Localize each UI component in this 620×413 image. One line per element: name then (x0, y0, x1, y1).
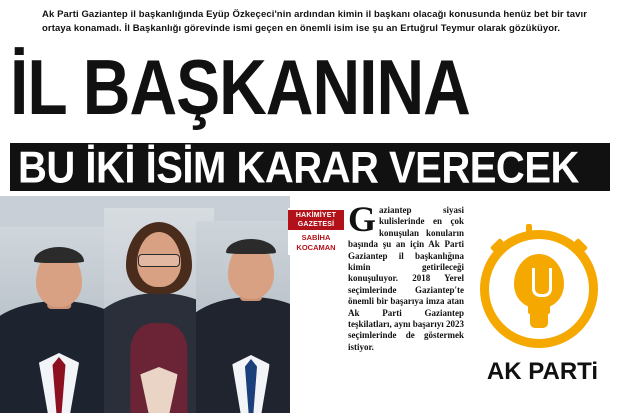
headline-line-2: BU İKİ İSİM KARAR VERECEK (18, 143, 579, 193)
person-photo-left (0, 227, 118, 413)
logo-label (470, 358, 615, 386)
author-last-name: KOCAMAN (296, 242, 336, 252)
headline-bar (10, 143, 610, 191)
logo-ray-top (526, 224, 532, 238)
lightbulb-filament (532, 268, 552, 297)
summary-paragraph: Ak Parti Gaziantep il başkanlığında Eyüp Özkeçeci'nin ardından kimin il başkanı olacağı konusunda henüz bet bir tavır ortaya konamadı. İl Başkanlığı görevinde ismi geçen en önemli isim ise şu an Ertuğrul Teymur olarak gözüküyor. (42, 9, 588, 34)
byline-box (288, 208, 344, 255)
author-name (288, 233, 344, 252)
article-text: aziantep siyasi kulislerinde en çok konuşulan konuların başında şu an için Ak Parti Gaziantep il başkanlığına kimin getirileceği konuşuluyor. 2018 Yerel seçimlerinde Gaziantep'te önemli bir başarıya imza atan Ak Parti Gaziantep teşkilatları, aynı başarıyı 2023 seçimlerinde de göstermek istiyor. (348, 205, 465, 352)
author-first-name: SABİHA (301, 233, 331, 242)
headline-line-1: İL BAŞKANINA (10, 43, 470, 131)
person-photo-right (196, 221, 290, 413)
paper-name-line-1: HAKİMİYET (295, 212, 337, 219)
logo-label-parti: PARTi (528, 358, 599, 385)
article-dropcap: G (348, 199, 377, 239)
glasses-icon (138, 254, 180, 267)
paper-name (288, 210, 344, 230)
article-body (348, 199, 465, 353)
lightbulb-base (530, 312, 548, 328)
paper-name-line-2: GAZETESİ (297, 221, 335, 228)
ak-parti-logo (470, 230, 615, 400)
logo-label-ak: AK (486, 358, 522, 385)
photo-strip (0, 196, 290, 413)
